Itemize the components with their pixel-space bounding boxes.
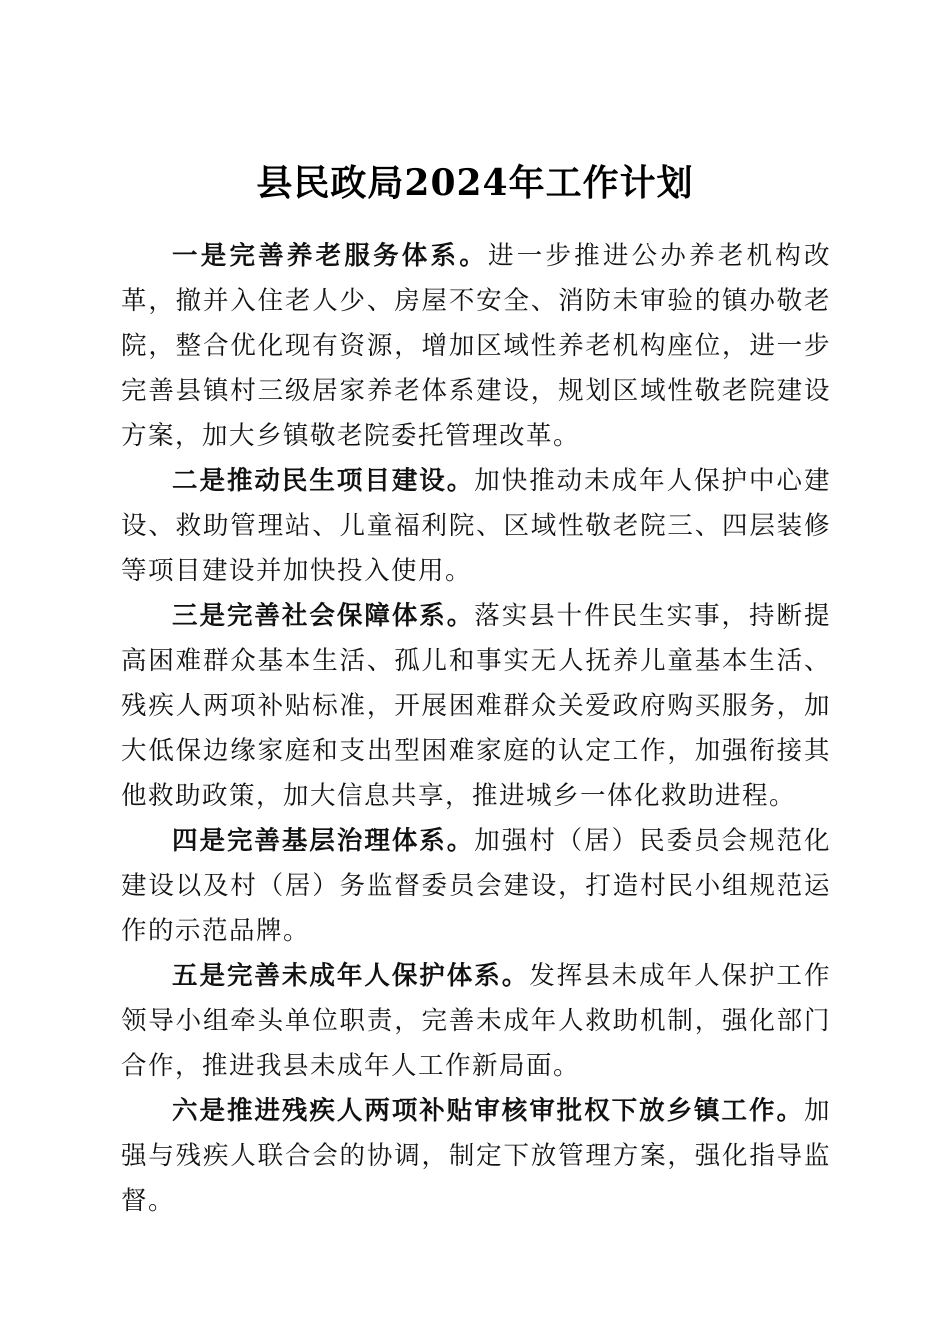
paragraph-text: 落实县十件民生实事，持断提高困难群众基本生活、孤儿和事实无人抚养儿童基本生活、残疾人两项补贴标准，开展困难群众关爱政府购买服务，加大低保边缘家庭和支出型困难家庭的认定工作，加强衔接其他救助政策，加大信息共享，推进城乡一体化救助进程。 xyxy=(121,601,831,811)
paragraph-minor-protection xyxy=(121,954,831,1089)
paragraph-text: 加强村（居）民委员会规范化建设以及村（居）务监督委员会建设，打造村民小组规范运作的示范品牌。 xyxy=(121,826,831,946)
paragraph-disability-subsidy xyxy=(121,1089,831,1224)
paragraph-text: 发挥县未成年人保护工作领导小组牵头单位职责，完善未成年人救助机制，强化部门合作，推进我县未成年人工作新局面。 xyxy=(121,961,831,1081)
paragraph-text: 进一步推进公办养老机构改革，撤并入住老人少、房屋不安全、消防未审验的镇办敬老院，整合优化现有资源，增加区域性养老机构座位，进一步完善县镇村三级居家养老体系建设，规划区域性敬老院建设方案，加大乡镇敬老院委托管理改革。 xyxy=(121,241,831,451)
paragraph-lead: 三是完善社会保障体系。 xyxy=(172,601,475,631)
document-title: 县民政局2024年工作计划 xyxy=(256,162,694,205)
paragraph-livelihood-projects xyxy=(121,459,831,594)
paragraph-lead: 五是完善未成年人保护体系。 xyxy=(172,961,530,991)
paragraph-lead: 一是完善养老服务体系。 xyxy=(172,241,488,271)
paragraph-elderly-care xyxy=(121,234,831,459)
paragraph-lead: 二是推动民生项目建设。 xyxy=(172,466,475,496)
paragraph-lead: 六是推进残疾人两项补贴审核审批权下放乡镇工作。 xyxy=(172,1096,804,1126)
paragraph-social-security xyxy=(121,594,831,819)
paragraph-text: 加快推动未成年人保护中心建设、救助管理站、儿童福利院、区域性敬老院三、四层装修等项目建设并加快投入使用。 xyxy=(121,466,831,586)
paragraph-grassroots-governance xyxy=(121,819,831,954)
document-body xyxy=(121,234,831,1224)
paragraph-lead: 四是完善基层治理体系。 xyxy=(172,826,475,856)
paragraph-text: 加强与残疾人联合会的协调，制定下放管理方案，强化指导监督。 xyxy=(121,1096,831,1216)
